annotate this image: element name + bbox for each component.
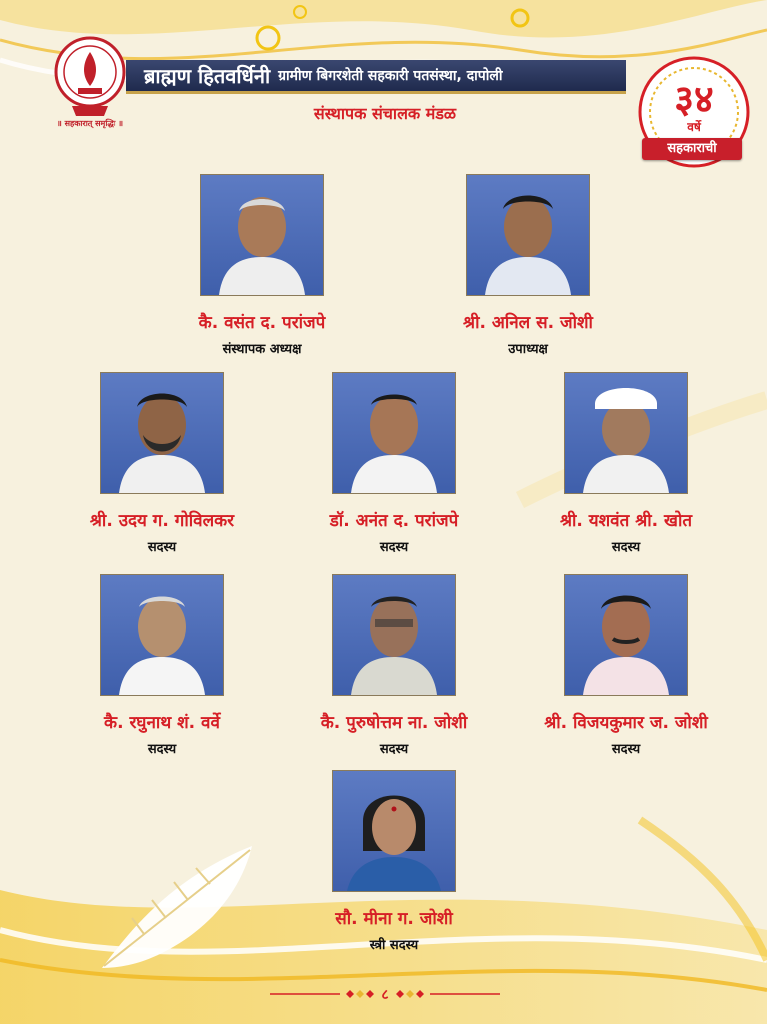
member-card xyxy=(294,770,494,953)
member-photo xyxy=(564,574,688,696)
member-role: सदस्य xyxy=(147,540,177,555)
page-title: संस्थापक संचालक मंडळ xyxy=(313,104,457,123)
member-card xyxy=(62,574,262,757)
member-name: कै. पुरुषोत्तम ना. जोशी xyxy=(320,713,468,733)
member-name: श्री. विजयकुमार ज. जोशी xyxy=(544,713,708,733)
badge-ribbon: सहकाराची xyxy=(642,138,742,160)
member-photo xyxy=(100,574,224,696)
member-card xyxy=(526,574,726,757)
member-name: श्री. उदय ग. गोविलकर xyxy=(89,511,235,531)
organization-name: ब्राह्मण हितवर्धिनी xyxy=(144,64,271,88)
badge-years: वर्षे xyxy=(687,120,701,134)
member-card xyxy=(62,372,262,555)
member-name: श्री. अनिल स. जोशी xyxy=(463,313,593,333)
member-photo xyxy=(332,372,456,494)
member-role: सदस्य xyxy=(147,742,177,757)
member-role: सदस्य xyxy=(611,742,641,757)
member-card xyxy=(294,372,494,555)
member-photo xyxy=(200,174,324,296)
member-name: श्री. यशवंत श्री. खोत xyxy=(559,511,693,531)
page-number: ८ xyxy=(381,987,389,1003)
member-photo xyxy=(332,770,456,892)
member-name: डॉ. अनंत द. परांजपे xyxy=(329,511,459,531)
member-card xyxy=(294,574,494,757)
logo-motto: ॥ सहकारात् समृद्धिः ॥ xyxy=(57,119,123,128)
header-title-bar xyxy=(126,60,626,94)
member-card xyxy=(526,372,726,555)
member-name: कै. वसंत द. परांजपे xyxy=(198,313,326,333)
member-role: सदस्य xyxy=(379,742,409,757)
member-card xyxy=(428,174,628,357)
member-role: उपाध्यक्ष xyxy=(508,342,548,357)
member-name: सौ. मीना ग. जोशी xyxy=(335,909,453,929)
member-photo xyxy=(100,372,224,494)
member-card xyxy=(162,174,362,357)
member-name: कै. रघुनाथ शं. वर्वे xyxy=(104,713,220,733)
member-role: स्त्री सदस्य xyxy=(369,938,419,953)
member-photo xyxy=(564,372,688,494)
badge-number: ३४ xyxy=(674,76,714,121)
organization-subname: ग्रामीण बिगरशेती सहकारी पतसंस्था, दापोली xyxy=(278,68,503,84)
member-role: सदस्य xyxy=(379,540,409,555)
member-photo xyxy=(466,174,590,296)
member-role: संस्थापक अध्यक्ष xyxy=(222,342,302,357)
member-photo xyxy=(332,574,456,696)
leaf-decoration-icon xyxy=(92,838,262,978)
member-role: सदस्य xyxy=(611,540,641,555)
